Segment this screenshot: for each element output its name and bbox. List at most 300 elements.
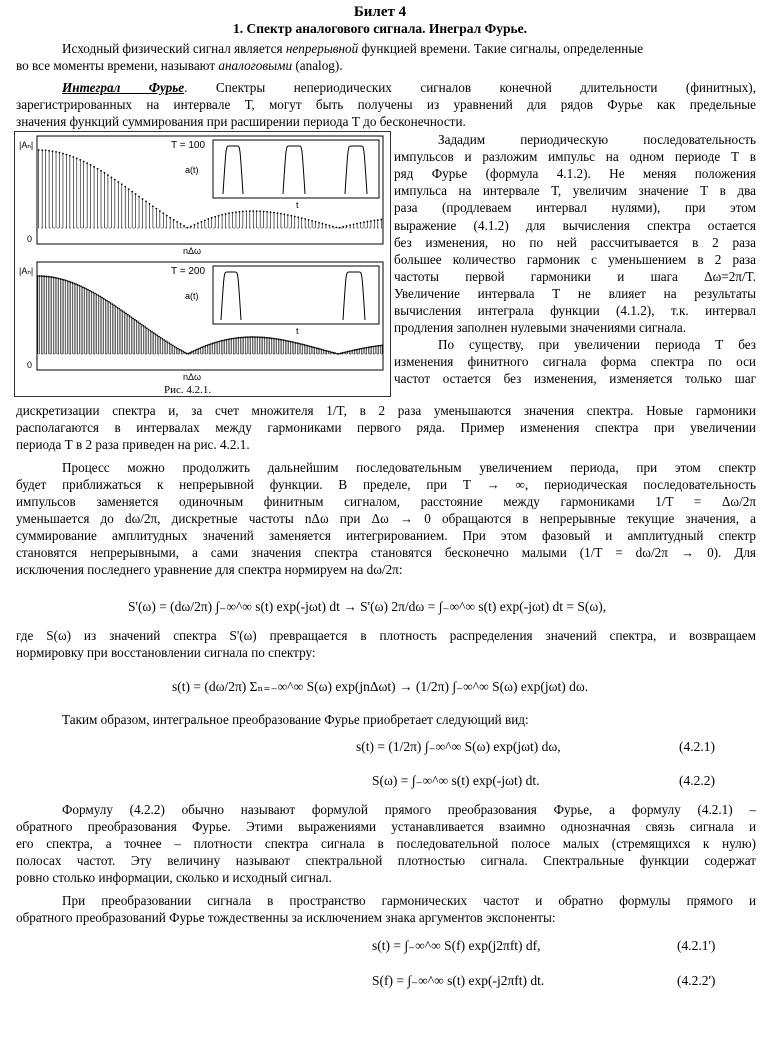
spectrum-point xyxy=(224,339,226,341)
spectrum-point xyxy=(52,150,54,152)
spectrum-point xyxy=(128,188,130,190)
spectrum-point xyxy=(175,347,177,349)
spectrum-point xyxy=(220,340,222,342)
para7-line: При преобразовании сигнала в пространство гармонических частот и обратно формулы прямого и xyxy=(62,893,756,908)
spectrum-point xyxy=(204,219,206,221)
spectrum-point xyxy=(144,326,146,328)
spectrum-point xyxy=(347,351,349,353)
spectrum-point xyxy=(39,275,41,277)
spectrum-point xyxy=(286,340,288,342)
spectrum-point xyxy=(218,215,220,217)
spectrum-point xyxy=(48,150,50,152)
spectrum-point xyxy=(200,347,202,349)
spectrum-point xyxy=(288,340,290,342)
spectrum-point xyxy=(248,336,250,338)
spectrum-point xyxy=(336,353,338,355)
spectrum-point xyxy=(264,337,266,339)
spectrum-point xyxy=(315,221,317,223)
spectrum-point xyxy=(129,315,131,317)
para3-line: Процесс можно продолжить дальнейшим последовательным увеличением периода, при этом спектр xyxy=(62,460,756,475)
equation-4-2-2: S(ω) = ∫₋∞^∞ s(t) exp(-jωt) dt. xyxy=(372,773,540,788)
spectrum-point xyxy=(130,316,132,318)
spectrum-point xyxy=(82,286,84,288)
right-column-line: раза (продлеваем интервал нулями), при этом xyxy=(394,200,756,216)
spectrum-point xyxy=(335,352,337,354)
right-column-line: частоты первой гармоники и шага Δω=2π/T. xyxy=(394,268,756,284)
spectrum-point xyxy=(348,350,350,352)
spectrum-point xyxy=(257,336,259,338)
spectrum-point xyxy=(182,351,184,353)
spectrum-point xyxy=(256,210,258,212)
equation-4-2-1: s(t) = (1/2π) ∫₋∞^∞ S(ω) exp(jωt) dω, xyxy=(356,739,561,754)
spectrum-point xyxy=(373,346,375,348)
spectrum-point xyxy=(207,344,209,346)
x-axis-label: nΔω xyxy=(183,246,202,256)
spectrum-point xyxy=(321,349,323,351)
spectrum-point xyxy=(207,218,209,220)
spectrum-point xyxy=(305,344,307,346)
spectrum-point xyxy=(53,277,55,279)
spectrum-point xyxy=(296,342,298,344)
spectrum-point xyxy=(211,217,213,219)
spectrum-point xyxy=(239,211,241,213)
spectrum-point xyxy=(38,149,40,151)
spectrum-point xyxy=(381,344,383,346)
spectrum-point xyxy=(362,347,364,349)
inset-frame xyxy=(213,140,379,198)
para3-line: исключения последнего уравнение для спектра нормируем на dω/2π: xyxy=(16,562,403,577)
spectrum-point xyxy=(249,210,251,212)
spectrum-point xyxy=(162,212,164,214)
spectrum-point xyxy=(364,347,366,349)
spectrum-point xyxy=(141,324,143,326)
spectrum-point xyxy=(183,225,185,227)
spectrum-point xyxy=(339,227,341,229)
spectrum-point xyxy=(44,275,46,277)
spectrum-point xyxy=(378,345,380,347)
spectrum-point xyxy=(342,226,344,228)
spectrum-point xyxy=(151,331,153,333)
spectrum-point xyxy=(353,223,355,225)
spectrum-point xyxy=(283,213,285,215)
spectrum-point xyxy=(345,351,347,353)
spectrum-point xyxy=(328,225,330,227)
para6-line: ровно столько информации, сколько и исходный сигнал. xyxy=(16,870,332,885)
spectrum-point xyxy=(354,349,356,351)
spectrum-point xyxy=(371,346,373,348)
spectrum-point xyxy=(72,156,74,158)
spectrum-point xyxy=(172,345,174,347)
spectrum-point xyxy=(380,219,382,221)
equation-4-2-1-prime: s(t) = ∫₋∞^∞ S(f) exp(j2πft) df, xyxy=(372,938,541,953)
spectrum-point xyxy=(194,349,196,351)
spectrum-point xyxy=(245,210,247,212)
para3-line: будет приближаться к непрерывной функции. В пределе, при T → ∞, периодическая последовательность xyxy=(16,477,756,492)
spectrum-point xyxy=(258,336,260,338)
right-column-line: По существу, при увеличении периода Т без xyxy=(438,337,756,353)
spectrum-point xyxy=(99,296,101,298)
spectrum-point xyxy=(238,337,240,339)
spectrum-point xyxy=(360,222,362,224)
spectrum-point xyxy=(180,223,182,225)
spectrum-point xyxy=(93,166,95,168)
spectrum-point xyxy=(160,337,162,339)
spectrum-point xyxy=(304,218,306,220)
inset-x-label: t xyxy=(296,326,299,336)
spectrum-point xyxy=(234,337,236,339)
spectrum-point xyxy=(311,220,313,222)
spectrum-point xyxy=(332,226,334,228)
spectrum-point xyxy=(117,307,119,309)
spectrum-point xyxy=(272,338,274,340)
spectrum-point xyxy=(115,306,117,308)
spectrum-point xyxy=(63,279,65,281)
spectrum-point xyxy=(166,215,168,217)
right-column-line: импульса на интервале Т, увеличим значение Т в два xyxy=(394,183,756,199)
spectrum-point xyxy=(214,216,216,218)
spectrum-point xyxy=(167,341,169,343)
spectrum-point xyxy=(85,288,87,290)
spectrum-point xyxy=(263,211,265,213)
right-column-line: вычисления интеграла функции (4.1.2), т.к. интервал xyxy=(394,303,756,318)
spectrum-point xyxy=(186,353,188,355)
spectrum-point xyxy=(359,348,361,350)
spectrum-point xyxy=(65,280,67,282)
spectrum-point xyxy=(340,352,342,354)
integral-line-2: зарегистрированных на интервале Т, могут быть получены из уравнений для рядов Фурье как предельные xyxy=(16,97,756,112)
spectrum-point xyxy=(117,181,119,183)
spectrum-point xyxy=(341,352,343,354)
para7-line: обратного преобразований Фурье тождественны за исключением знака аргументов экспоненты: xyxy=(16,910,556,925)
spectrum-point xyxy=(61,279,63,281)
spectrum-point xyxy=(208,344,210,346)
spectrum-point xyxy=(265,337,267,339)
spectrum-point xyxy=(169,217,171,219)
spectrum-point xyxy=(338,353,340,355)
spectrum-point xyxy=(137,321,139,323)
spectrum-point xyxy=(127,314,129,316)
paragraph-5: Таким образом, интегральное преобразование Фурье приобретает следующий вид: xyxy=(62,712,529,727)
spectrum-point xyxy=(155,208,157,210)
spectrum-point xyxy=(366,347,368,349)
spectrum-point xyxy=(367,221,369,223)
spectrum-point xyxy=(326,350,328,352)
spectrum-point xyxy=(324,350,326,352)
spectrum-point xyxy=(125,313,127,315)
spectrum-point xyxy=(77,284,79,286)
para6-line: его спектра, а точнее – плотности спектра сигнала в последовательной полосе малых (стремящихся к нулю) xyxy=(16,836,756,851)
spectrum-point xyxy=(276,338,278,340)
spectrum-point xyxy=(149,203,151,205)
para2-line: располагаются в интервалах между гармониками первого ряда. Пример изменения спектра при увеличении xyxy=(16,420,756,435)
spectrum-point xyxy=(123,311,125,313)
inset-x-label: t xyxy=(296,200,299,210)
spectrum-point xyxy=(101,297,103,299)
spectrum-point xyxy=(309,345,311,347)
right-column-line: продления заполнен нулевыми значениями сигнала. xyxy=(394,320,687,336)
spectrum-point xyxy=(322,223,324,225)
spectrum-point xyxy=(54,277,56,279)
spectrum-point xyxy=(253,336,255,338)
spectrum-point xyxy=(194,224,196,226)
spectrum-point xyxy=(96,294,98,296)
spectrum-point xyxy=(134,319,136,321)
right-column-line: частот остается без изменения, изменяется только шаг xyxy=(394,371,756,387)
spectrum-point xyxy=(380,345,382,347)
right-column-line: импульсов и разложим импульс на одном периоде Т в xyxy=(394,149,756,165)
spectrum-point xyxy=(132,318,134,320)
spectrum-point xyxy=(47,276,49,278)
spectrum-point xyxy=(363,221,365,223)
spectrum-point xyxy=(149,330,151,332)
equation-4-2-2-number: (4.2.2) xyxy=(679,773,715,788)
spectrum-point xyxy=(163,339,165,341)
spectrum-point xyxy=(198,348,200,350)
spectrum-point xyxy=(193,350,195,352)
spectrum-point xyxy=(287,214,289,216)
spectrum-point xyxy=(312,346,314,348)
section-heading: 1. Спектр аналогового сигнала. Инеграл Фурье. xyxy=(233,21,527,36)
spectrum-point xyxy=(213,342,215,344)
spectrum-point xyxy=(280,213,282,215)
spectrum-point xyxy=(217,341,219,343)
para6-line: полосах частот. Эту величину называют спектральной плотностью сигнала. Спектральные функции содержат xyxy=(16,853,756,868)
spectrum-point xyxy=(376,345,378,347)
spectrum-point xyxy=(225,213,227,215)
spectrum-point xyxy=(156,335,158,337)
spectrum-point xyxy=(148,329,150,331)
spectrum-point xyxy=(350,350,352,352)
spectrum-point xyxy=(62,153,64,155)
para3-line: становятся непрерывными, а сами значения спектра становятся бесконечно малыми (1/T = dω/2π → 0). Для xyxy=(16,545,756,560)
spectrum-point xyxy=(221,214,223,216)
spectrum-point xyxy=(37,275,39,277)
spectrum-point xyxy=(190,226,192,228)
equation-4-2-2-prime: S(f) = ∫₋∞^∞ s(t) exp(-j2πft) dt. xyxy=(372,973,545,988)
spectrum-point xyxy=(227,338,229,340)
spectrum-point xyxy=(86,162,88,164)
spectrum-point xyxy=(219,340,221,342)
spectrum-point xyxy=(90,164,92,166)
para3-line: суммирование амплитудных значений заменяется интегрированием. При этом фазовый и амплитудный спектр xyxy=(16,528,756,543)
spectrum-point xyxy=(66,154,68,156)
spectrum-point xyxy=(106,300,108,302)
equation-1: S'(ω) = (dω/2π) ∫₋∞^∞ s(t) exp(-jωt) dt → S'(ω) 2π/dω = ∫₋∞^∞ s(t) exp(-jωt) dt = S(ω), xyxy=(128,599,607,614)
integral-line-3: значения функций суммирования при расширении периода Т до бесконечности. xyxy=(16,114,466,129)
spectrum-point xyxy=(174,346,176,348)
spectrum-point xyxy=(281,339,283,341)
para2-line: периода Т в 2 раза приведен на рис. 4.2.1. xyxy=(16,437,250,452)
para4-line: где S(ω) из значений спектра S'(ω) превращается в плотность распределения значений спектра, и возвращаем xyxy=(16,628,756,643)
spectrum-point xyxy=(59,152,61,154)
spectrum-point xyxy=(369,346,371,348)
spectrum-point xyxy=(229,338,231,340)
spectrum-point xyxy=(153,332,155,334)
spectrum-point xyxy=(295,342,297,344)
para6-line: Формулу (4.2.2) обычно называют формулой прямого преобразования Фурье, а формулу (4.2.1) – xyxy=(62,802,756,817)
spectrum-point xyxy=(269,337,271,339)
spectrum-point xyxy=(108,301,110,303)
spectrum-point xyxy=(78,285,80,287)
spectrum-point xyxy=(104,172,106,174)
spectrum-point xyxy=(210,343,212,345)
spectrum-point xyxy=(270,211,272,213)
spectrum-point xyxy=(181,350,183,352)
spectrum-point xyxy=(284,340,286,342)
spectrum-point xyxy=(325,224,327,226)
spectrum-point xyxy=(111,303,113,305)
spectrum-point xyxy=(241,337,243,339)
spectrum-point xyxy=(319,348,321,350)
spectrum-point xyxy=(333,352,335,354)
spectrum-point xyxy=(291,341,293,343)
spectrum-point xyxy=(75,283,77,285)
right-column-line: выражение (4.1.2) для вычисления спектра остается xyxy=(394,217,756,233)
spectrum-point xyxy=(318,222,320,224)
spectrum-point xyxy=(307,345,309,347)
spectrum-point xyxy=(346,225,348,227)
spectrum-point xyxy=(55,151,57,153)
spectrum-point xyxy=(110,176,112,178)
spectrum-point xyxy=(374,345,376,347)
spectrum-plots xyxy=(15,132,390,396)
spectrum-point xyxy=(222,340,224,342)
spectrum-point xyxy=(273,212,275,214)
spectrum-point xyxy=(72,282,74,284)
spectrum-point xyxy=(236,337,238,339)
spectrum-point xyxy=(255,336,257,338)
spectrum-point xyxy=(252,210,254,212)
spectrum-point xyxy=(277,212,279,214)
spectrum-point xyxy=(179,349,181,351)
inset-y-label: a(t) xyxy=(185,291,199,301)
spectrum-point xyxy=(290,341,292,343)
spectrum-point xyxy=(262,337,264,339)
para2-line: дискретизации спектра и, за счет множителя 1/T, в 2 раза уменьшаются значения спектра. Новые гармоники xyxy=(16,403,756,418)
spectrum-point xyxy=(196,349,198,351)
spectrum-point xyxy=(69,155,71,157)
spectrum-point xyxy=(260,336,262,338)
equation-4-2-1-prime-number: (4.2.1') xyxy=(677,938,716,953)
spectrum-point xyxy=(187,353,189,355)
spectrum-point xyxy=(158,336,160,338)
spectrum-point xyxy=(189,352,191,354)
spectrum-point xyxy=(79,159,81,161)
right-column-line: без изменения, но по ней рассчитывается в 2 раза xyxy=(394,234,756,250)
spectrum-point xyxy=(242,211,244,213)
spectrum-point xyxy=(239,337,241,339)
spectrum-point xyxy=(245,336,247,338)
spectrum-point xyxy=(243,336,245,338)
spectrum-point xyxy=(114,179,116,181)
spectrum-point xyxy=(246,336,248,338)
spectrum-point xyxy=(283,339,285,341)
spectrum-point xyxy=(110,302,112,304)
spectrum-point xyxy=(121,183,123,185)
spectrum-point xyxy=(113,304,115,306)
spectrum-point xyxy=(191,351,193,353)
spectrum-point xyxy=(314,347,316,349)
spectrum-point xyxy=(201,346,203,348)
spectrum-point xyxy=(308,219,310,221)
spectrum-point xyxy=(155,333,157,335)
spectrum-point xyxy=(168,342,170,344)
y-axis-label: |Aₙ| xyxy=(19,140,34,150)
spectrum-point xyxy=(279,339,281,341)
spectrum-point xyxy=(68,281,70,283)
spectrum-point xyxy=(259,210,261,212)
spectrum-point xyxy=(297,216,299,218)
equation-4-2-1-number: (4.2.1) xyxy=(679,739,715,754)
spectrum-point xyxy=(226,339,228,341)
spectrum-point xyxy=(328,351,330,353)
spectrum-point xyxy=(370,220,372,222)
spectrum-point xyxy=(303,344,305,346)
spectrum-point xyxy=(142,198,144,200)
x-axis-label: nΔω xyxy=(183,372,202,382)
spectrum-point xyxy=(56,277,58,279)
spectrum-point xyxy=(356,223,358,225)
spectrum-point xyxy=(343,352,345,354)
spectrum-point xyxy=(294,216,296,218)
spectrum-point xyxy=(329,351,331,353)
spectrum-point xyxy=(58,278,60,280)
spectrum-point xyxy=(177,348,179,350)
spectrum-point xyxy=(142,325,144,327)
spectrum-point xyxy=(205,345,207,347)
period-label: T = 200 xyxy=(171,266,206,277)
spectrum-point xyxy=(80,286,82,288)
spectrum-point xyxy=(360,348,362,350)
spectrum-point xyxy=(136,320,138,322)
spectrum-point xyxy=(87,289,89,291)
spectrum-point xyxy=(124,186,126,188)
spectrum-point xyxy=(42,275,44,277)
spectrum-point xyxy=(145,201,147,203)
spectrum-point xyxy=(49,276,51,278)
spectrum-point xyxy=(302,344,304,346)
equation-2: s(t) = (dω/2π) Σₙ₌₋∞^∞ S(ω) exp(jnΔωt) → (1/2π) ∫₋∞^∞ S(ω) exp(jωt) dω. xyxy=(172,679,589,694)
spectrum-point xyxy=(232,212,234,214)
spectrum-point xyxy=(159,210,161,212)
period-label: T = 100 xyxy=(171,140,206,151)
spectrum-point xyxy=(45,149,47,151)
inset-y-label: a(t) xyxy=(185,165,199,175)
spectrum-point xyxy=(212,343,214,345)
spectrum-point xyxy=(298,343,300,345)
spectrum-point xyxy=(267,337,269,339)
spectrum-point xyxy=(184,352,186,354)
spectrum-point xyxy=(310,346,312,348)
spectrum-point xyxy=(357,348,359,350)
spectrum-point xyxy=(352,350,354,352)
spectrum-point xyxy=(76,157,78,159)
spectrum-point xyxy=(176,221,178,223)
spectrum-point xyxy=(277,338,279,340)
equation-4-2-2-prime-number: (4.2.2') xyxy=(677,973,716,988)
spectrum-point xyxy=(94,293,96,295)
spectrum-point xyxy=(235,211,237,213)
spectrum-figure xyxy=(14,131,391,397)
right-column-line: Зададим периодическую последовательность xyxy=(438,132,756,147)
spectrum-point xyxy=(97,168,99,170)
spectrum-point xyxy=(203,346,205,348)
spectrum-point xyxy=(377,219,379,221)
spectrum-point xyxy=(335,227,337,229)
right-column-line: Увеличение интервала Т не влияет на результаты xyxy=(394,285,756,301)
spectrum-point xyxy=(162,338,164,340)
spectrum-point xyxy=(301,217,303,219)
